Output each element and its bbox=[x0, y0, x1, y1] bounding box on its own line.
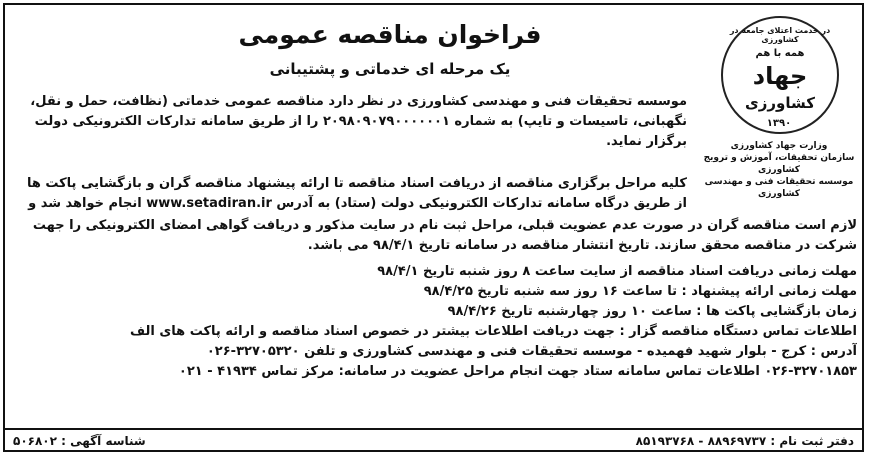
registration-paragraph: لازم است مناقصه گران در صورت عدم عضویت قبلی، مراحل ثبت نام در سایت مذکور و دریافت گواهی امضای الکترونیکی را جهت شرکت در مناقصه محقق سازند. تاریخ انتشار مناقصه در سامانه تاریخ ۹۸/۴/۱ می باشد. bbox=[32, 218, 857, 253]
logo-tagline: همه با هم bbox=[755, 48, 805, 59]
doc-receipt-deadline: مهلت زمانی دریافت اسناد مناقصه از سایت ساعت ۸ روز شنبه تاریخ ۹۸/۴/۱ bbox=[377, 264, 857, 279]
office-phone: دفتر ثبت نام : ۸۸۹۶۹۷۳۷ - ۸۵۱۹۳۷۶۸ bbox=[635, 434, 854, 448]
logo-arc-text: در خدمت اعتلای جامعه در کشاورزی bbox=[729, 26, 831, 44]
bid-submission-deadline: مهلت زمانی ارائه پیشنهاد : تا ساعت ۱۶ روز سه شنبه تاریخ ۹۸/۴/۲۵ bbox=[423, 284, 857, 299]
logo-emblem bbox=[721, 16, 839, 134]
org-line: وزارت جهاد کشاورزی bbox=[730, 141, 828, 151]
jahad-keshavarzi-logo bbox=[703, 12, 855, 199]
org-line: سازمان تحقیقات، آموزش و ترویج کشاورزی bbox=[703, 153, 855, 175]
page-subtitle: یک مرحله ای خدماتی و پشتیبانی bbox=[269, 60, 511, 78]
page-title: فراخوان مناقصه عمومی bbox=[238, 20, 542, 49]
opening-time: زمان بازگشایی پاکت ها : ساعت ۱۰ روز چهارشنبه تاریخ ۹۸/۴/۲۶ bbox=[447, 304, 857, 319]
logo-word-jahad: جهاد bbox=[752, 62, 808, 90]
contact-info: اطلاعات تماس دستگاه مناقصه گزار : جهت دریافت اطلاعات بیشتر در خصوص اسناد مناقصه و ارائه پاکت های الف bbox=[130, 324, 857, 339]
logo-word-keshavarzi: کشاورزی bbox=[745, 94, 815, 112]
footer-bar bbox=[3, 428, 864, 454]
address: آدرس : کرج - بلوار شهید فهمیده - موسسه تحقیقات فنی و مهندسی کشاورزی و تلفن ۳۲۷۰۵۳۲۰-۰۲۶ bbox=[206, 344, 857, 359]
intro-paragraph: موسسه تحقیقات فنی و مهندسی کشاورزی در نظر دارد مناقصه عمومی خدماتی (نظافت، حمل و نقل، نگهبانی، تاسیسات و تایپ) به شماره ۲۰۹۸۰۹۰۷۹۰۰۰۰۰۰۱ را از طریق سامانه تدارکات الکترونیکی دولت برگزار نماید. bbox=[30, 94, 687, 149]
process-paragraph: کلیه مراحل برگزاری مناقصه از دریافت اسناد مناقصه تا ارائه پیشنهاد مناقصه گران و بازگشایی پاکت ها از طریق درگاه سامانه تدارکات الکترونیکی دولت (ستاد) به آدرس www.setadiran.ir انجام خواهد شد و bbox=[26, 176, 687, 211]
logo-org-lines bbox=[703, 118, 855, 200]
schedule-and-contact bbox=[12, 262, 857, 382]
ad-id: شناسه آگهی : ۵۰۶۸۰۲ bbox=[13, 434, 146, 448]
org-line: موسسه تحقیقات فنی و مهندسی کشاورزی bbox=[704, 177, 854, 199]
logo-year: ۱۳۹۰ bbox=[766, 118, 792, 129]
setad-contact: ۰۲۶-۳۲۷۰۱۸۵۳ اطلاعات تماس سامانه ستاد جهت انجام مراحل عضویت در سامانه: مرکز تماس ۴۱۹۳۴ - ۰۲۱ bbox=[178, 364, 857, 379]
